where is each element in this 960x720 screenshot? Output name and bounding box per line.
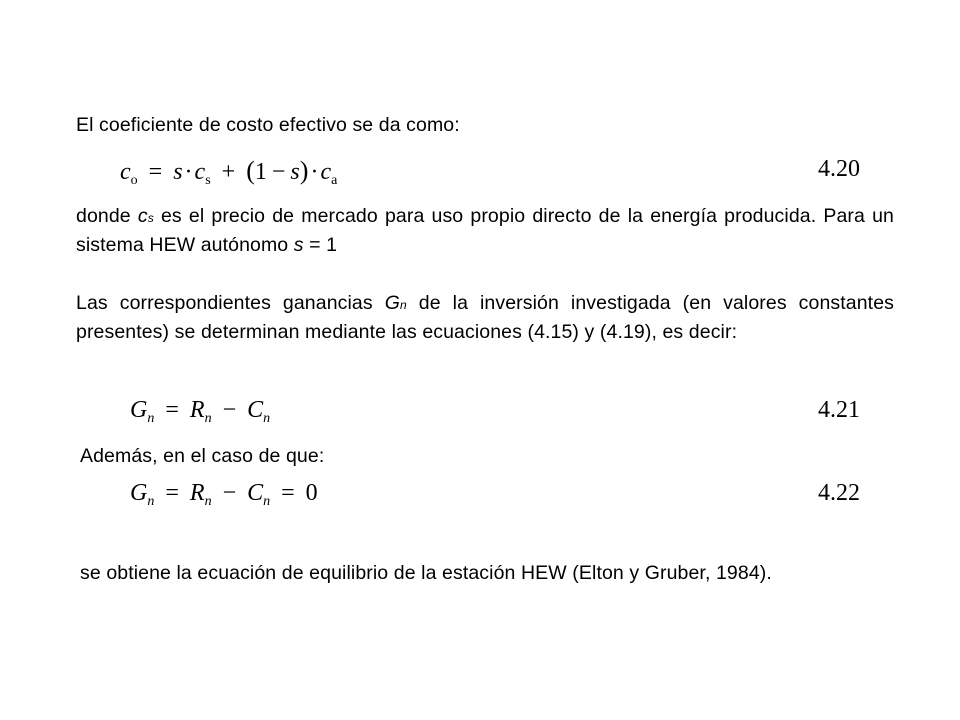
eq-sub: n bbox=[204, 411, 212, 426]
equation-expression: $c_o = s\cdot c_s + (1 - s)\cdot c_a$ bbox=[120, 156, 338, 188]
eq-var: G bbox=[130, 480, 148, 506]
eq-var: R bbox=[189, 480, 205, 506]
text-run: de la inversión investigada (en valores constantes presentes) se determinan mediante las ecuaciones (4.15) y (4.19), es decir: bbox=[76, 292, 894, 343]
equation-number: 4.20 bbox=[818, 156, 860, 182]
eq-sub: o bbox=[130, 173, 138, 188]
eq-const: 0 bbox=[305, 480, 318, 506]
eq-sub: n bbox=[263, 494, 271, 509]
equation-4-20 bbox=[0, 156, 960, 196]
eq-var: c bbox=[194, 159, 206, 185]
intro-text: El coeficiente de costo efectivo se da como: bbox=[76, 114, 460, 136]
text-run: = 1 bbox=[303, 234, 338, 256]
equation-number: 4.21 bbox=[818, 397, 860, 423]
symbol: G bbox=[384, 292, 400, 314]
paragraph-ganancias bbox=[76, 290, 894, 346]
text-run: Las correspondientes ganancias bbox=[76, 292, 385, 314]
symbol-subscript: n bbox=[399, 298, 407, 312]
eq-sub: n bbox=[263, 411, 271, 426]
symbol: c bbox=[137, 205, 148, 227]
paragraph-definition bbox=[76, 203, 894, 259]
eq-var: s bbox=[173, 159, 183, 185]
symbol: s bbox=[293, 234, 304, 256]
eq-var: G bbox=[130, 397, 148, 423]
eq-sub: n bbox=[147, 494, 155, 509]
paragraph-ademas: Además, en el caso de que: bbox=[80, 445, 325, 467]
eq-var: C bbox=[247, 480, 264, 506]
eq-var: C bbox=[247, 397, 264, 423]
eq-sub: a bbox=[331, 173, 338, 188]
equation-4-21 bbox=[0, 397, 960, 437]
text-run: es el precio de mercado para uso propio directo de la energía producida. Para un sistema HEW autónomo bbox=[76, 205, 894, 256]
equation-expression: $G_n = R_n - C_n$ bbox=[130, 397, 271, 426]
eq-var: c bbox=[120, 159, 131, 185]
eq-sub: s bbox=[205, 173, 211, 188]
equation-expression: $G_n = R_n - C_n = 0$ bbox=[130, 480, 318, 509]
equation-4-22 bbox=[0, 480, 960, 520]
eq-var: R bbox=[189, 397, 205, 423]
eq-sub: n bbox=[147, 411, 155, 426]
paragraph-conclusion: se obtiene la ecuación de equilibrio de la estación HEW (Elton y Gruber, 1984). bbox=[80, 562, 772, 584]
equation-number: 4.22 bbox=[818, 480, 860, 506]
eq-var: s bbox=[290, 159, 300, 185]
text-run: donde bbox=[76, 205, 138, 227]
eq-const: 1 bbox=[254, 159, 267, 185]
eq-var: c bbox=[320, 159, 332, 185]
symbol-subscript: s bbox=[147, 211, 154, 225]
eq-sub: n bbox=[204, 494, 212, 509]
